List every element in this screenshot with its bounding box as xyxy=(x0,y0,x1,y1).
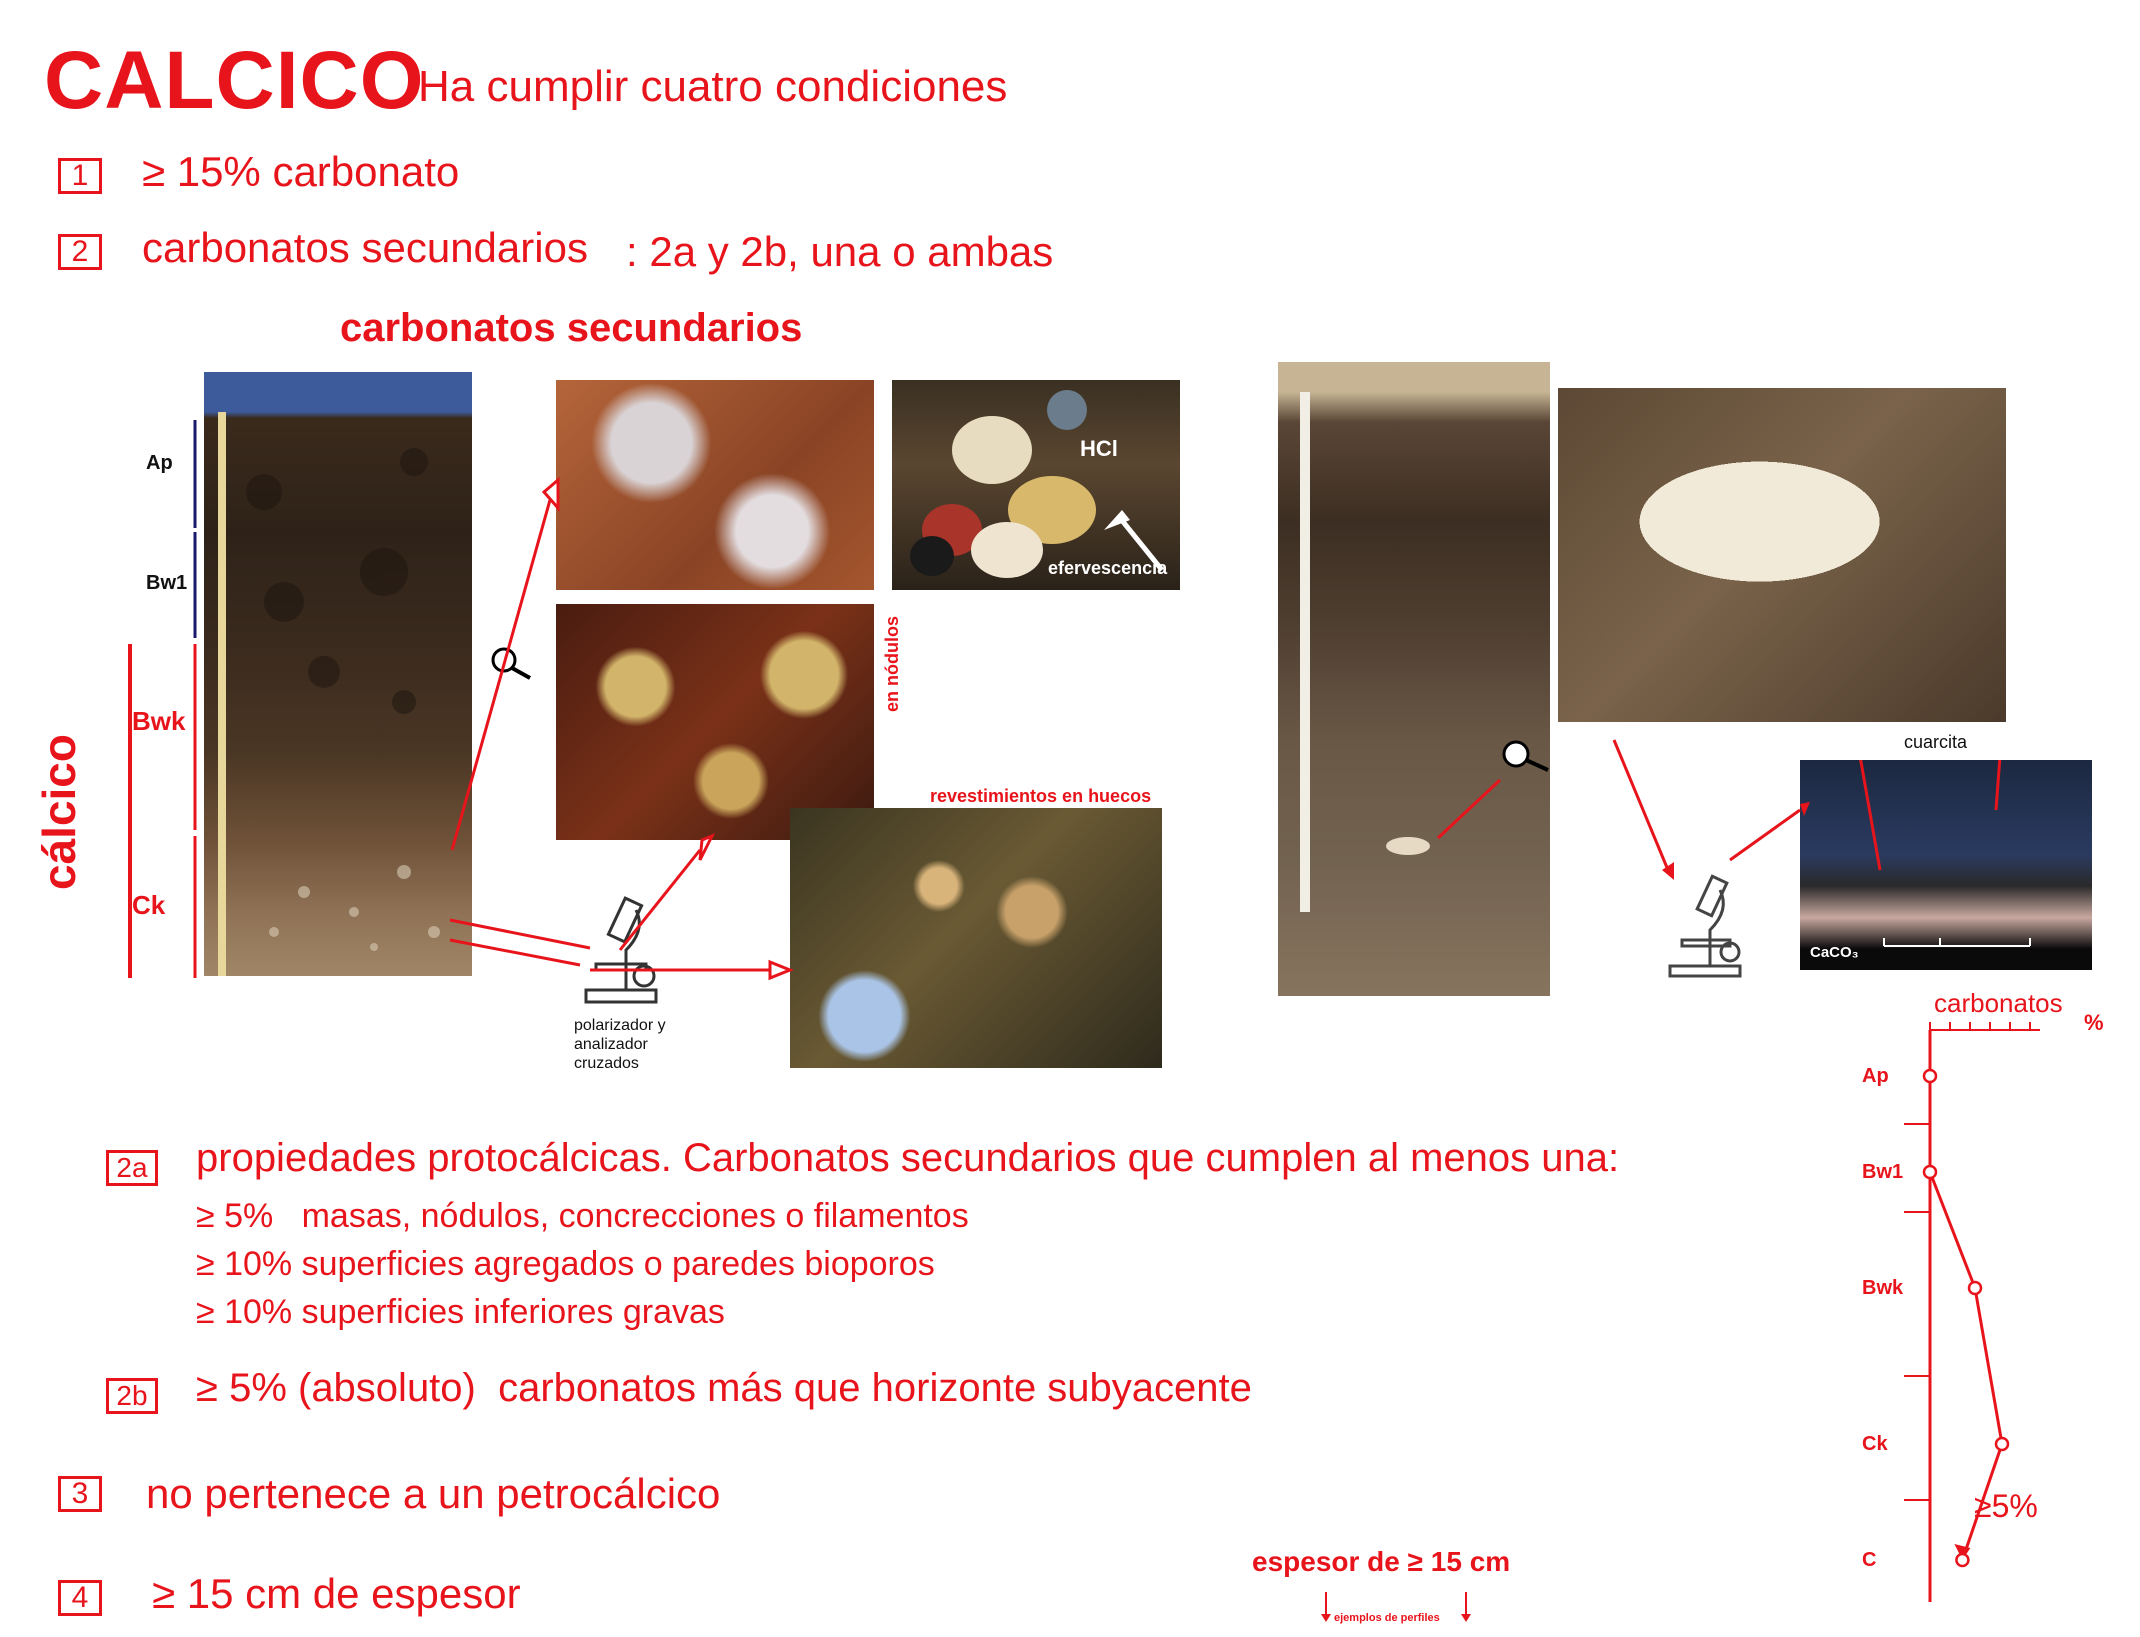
chart-title: carbonatos xyxy=(1934,988,2063,1018)
soil-profile-photo-left xyxy=(204,372,472,976)
page-subtitle: Ha cumplir cuatro condiciones xyxy=(418,62,1008,111)
subcondition-2a-number: 2a xyxy=(106,1150,158,1186)
soil-profile-photo-right xyxy=(1278,362,1550,996)
microscope-caption xyxy=(574,1016,666,1073)
nodulos-label: en nódulos xyxy=(882,616,902,712)
subcondition-2a-heading: propiedades protocálcicas. Carbonatos secundarios que cumplen al menos una: xyxy=(196,1136,1620,1180)
chart-point xyxy=(1969,1282,1981,1294)
condition-3-text: no pertenece a un petrocálcico xyxy=(146,1470,721,1517)
calcico-vertical-label: cálcico xyxy=(33,734,85,890)
hcl-label: HCl xyxy=(1080,436,1118,461)
chart-series-line xyxy=(1930,1076,2002,1560)
condition-4-number: 4 xyxy=(58,1580,102,1616)
caco3-label: CaCO₃ xyxy=(1810,944,1859,961)
microscope-caption-line-1: polarizador y xyxy=(574,1017,666,1034)
chart-point xyxy=(1956,1554,1968,1566)
carbonate-depth-chart xyxy=(1860,1020,2110,1620)
chart-category-label: Bwk xyxy=(1862,1277,1904,1299)
revestimientos-label: revestimientos en huecos xyxy=(930,786,1152,806)
chart-point xyxy=(1996,1438,2008,1450)
subcondition-2b-text: ≥ 5% (absoluto) carbonatos más que horizonte subyacente xyxy=(196,1366,1252,1410)
condition-3-number: 3 xyxy=(58,1476,102,1512)
page-title: CALCICO xyxy=(44,35,425,126)
condition-2-number: 2 xyxy=(58,234,102,270)
subcondition-2b-number: 2b xyxy=(106,1378,158,1414)
subcondition-2a-item: ≥ 10% superficies agregados o paredes bioporos xyxy=(196,1245,935,1283)
photo-calcic-nodule xyxy=(1558,388,2006,722)
chart-point xyxy=(1924,1166,1936,1178)
figure-heading: carbonatos secundarios xyxy=(340,306,803,350)
espesor-sub-label: ejemplos de perfiles xyxy=(1334,1612,1440,1624)
cuarcita-label: cuarcita xyxy=(1904,732,1968,752)
microscope-caption-line-2: analizador xyxy=(574,1036,648,1053)
horizon-label-bw1: Bw1 xyxy=(146,572,188,594)
subcondition-2a-item: ≥ 5% masas, nódulos, concrecciones o filamentos xyxy=(196,1197,969,1235)
microscope-icon-right xyxy=(1600,730,1820,990)
chart-x-label: % xyxy=(2084,1010,2104,1035)
chart-point xyxy=(1924,1070,1936,1082)
microscope-caption-line-3: cruzados xyxy=(574,1055,639,1072)
condition-2-text: carbonatos secundarios xyxy=(142,224,588,271)
chart-category-label: Bw1 xyxy=(1862,1161,1904,1183)
chart-category-label: Ck xyxy=(1862,1433,1888,1455)
photo-thin-section-coatings xyxy=(790,808,1162,1068)
efervescencia-label: efervescencia xyxy=(1048,558,1168,578)
subcondition-2a-item: ≥ 10% superficies inferiores gravas xyxy=(196,1293,725,1331)
subcondition-2a-list xyxy=(196,1192,969,1336)
horizon-label-ap: Ap xyxy=(146,452,173,474)
chart-category-label: C xyxy=(1862,1549,1877,1571)
arrows-left xyxy=(440,470,800,990)
soil-texture-left xyxy=(204,372,472,976)
horizon-label-bwk: Bwk xyxy=(132,706,186,736)
condition-4-text: ≥ 15 cm de espesor xyxy=(152,1570,521,1617)
horizon-label-ck: Ck xyxy=(132,890,166,920)
condition-1-text: ≥ 15% carbonato xyxy=(142,148,460,195)
espesor-label: espesor de ≥ 15 cm xyxy=(1252,1546,1511,1577)
chart-category-label: Ap xyxy=(1862,1065,1889,1087)
condition-1-number: 1 xyxy=(58,158,102,194)
chart-annotation: ≥5% xyxy=(1974,1488,2038,1524)
magnifier-arrow-right xyxy=(1420,730,1550,870)
condition-2-detail: : 2a y 2b, una o ambas xyxy=(626,228,1054,275)
photo-thin-section-quartzite xyxy=(1800,760,2092,970)
